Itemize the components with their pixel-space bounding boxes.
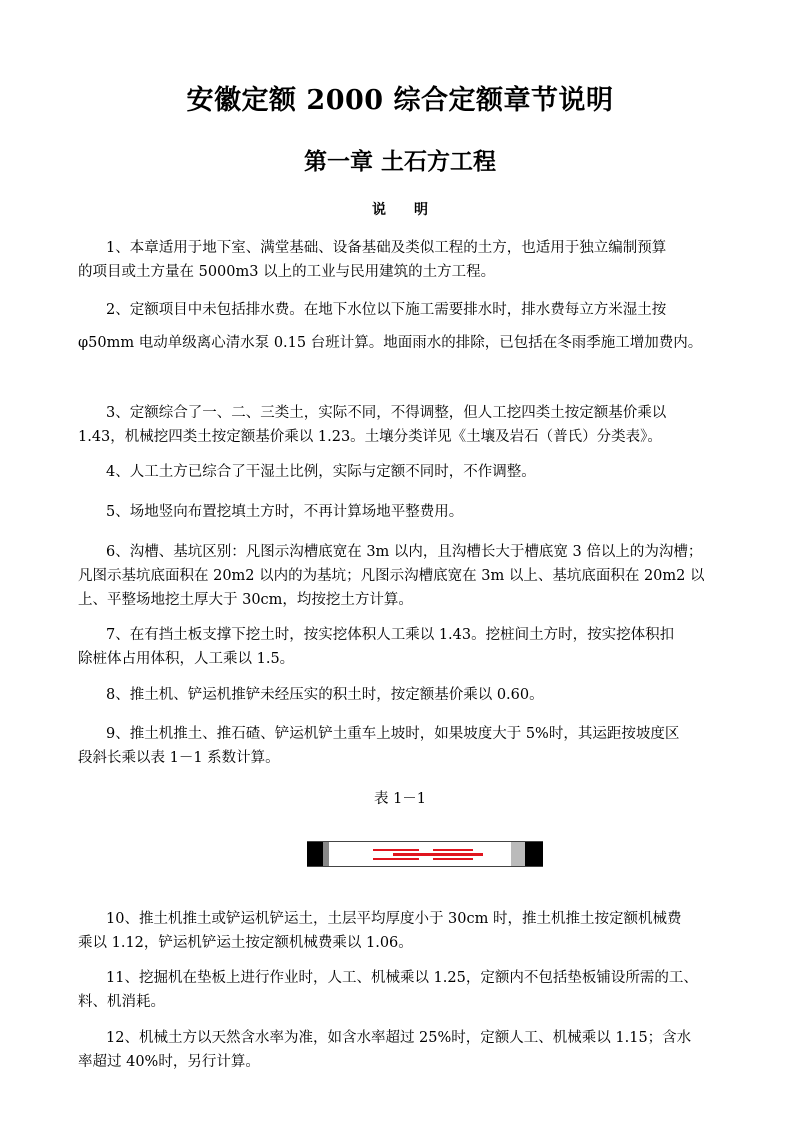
paragraph-10: 10、推土机推土或铲运机铲运土，土层平均厚度小于 30cm 时，推土机推土按定额机械费 乘以 1.12，铲运机铲运土按定额机械费乘以 1.06。 bbox=[78, 911, 682, 951]
document-title: 安徽定额 2000 综合定额章节说明 bbox=[186, 85, 614, 116]
chapter-title: 第一章 土石方工程 bbox=[303, 148, 496, 175]
table-caption: 表 1－1 bbox=[373, 791, 427, 807]
paragraph-2-cont: φ50mm 电动单级离心清水泵 0.15 台班计算。地面雨水的排除，已包括在冬雨季施工增加费内。 bbox=[78, 335, 703, 351]
section-heading: 说明 bbox=[372, 202, 456, 218]
paragraph-8: 8、推土机、铲运机推铲未经压实的积土时，按定额基价乘以 0.60。 bbox=[106, 687, 544, 703]
paragraph-1: 1、本章适用于地下室、满堂基础、设备基础及类似工程的土方，也适用于独立编制预算 的项目或土方量在 5000m3 以上的工业与民用建筑的土方工程。 bbox=[78, 240, 667, 280]
paragraph-5: 5、场地竖向布置挖填土方时，不再计算场地平整费用。 bbox=[106, 504, 464, 520]
paragraph-12: 12、机械土方以天然含水率为准，如含水率超过 25%时，定额人工、机械乘以 1.15；含水 率超过 40%时，另行计算。 bbox=[78, 1030, 692, 1070]
paragraph-3: 3、定额综合了一、二、三类土，实际不同，不得调整，但人工挖四类土按定额基价乘以 1.43，机械挖四类土按定额基价乘以 1.23。土壤分类详见《土壤及岩石（普氏）分类表》。 bbox=[78, 405, 667, 445]
paragraph-4: 4、人工土方已综合了干湿土比例，实际与定额不同时，不作调整。 bbox=[106, 464, 536, 480]
paragraph-7: 7、在有挡土板支撑下挖土时，按实挖体积人工乘以 1.43。挖桩间土方时，按实挖体积扣 除桩体占用体积，人工乘以 1.5。 bbox=[78, 627, 675, 667]
paragraph-9: 9、推土机推土、推石碴、铲运机铲土重车上坡时，如果坡度大于 5%时，其运距按坡度区 段斜长乘以表 1－1 系数计算。 bbox=[78, 726, 680, 766]
paragraph-6: 6、沟槽、基坑区别：凡图示沟槽底宽在 3m 以内，且沟槽长大于槽底宽 3 倍以上的为沟槽； 凡图示基坑底面积在 20m2 以内的为基坑；凡图示沟槽底宽在 3m 以上、基坑底面积在 20m2 以 上、平整场地挖土厚大于 30cm，均按挖土方计算。 bbox=[78, 544, 705, 608]
paragraph-2: 2、定额项目中未包括排水费。在地下水位以下施工需要排水时，排水费每立方米湿土按 bbox=[106, 302, 667, 318]
table-image bbox=[307, 841, 543, 867]
paragraph-11: 11、挖掘机在垫板上进行作业时，人工、机械乘以 1.25，定额内不包括垫板铺设所需的工、 料、机消耗。 bbox=[78, 970, 698, 1010]
